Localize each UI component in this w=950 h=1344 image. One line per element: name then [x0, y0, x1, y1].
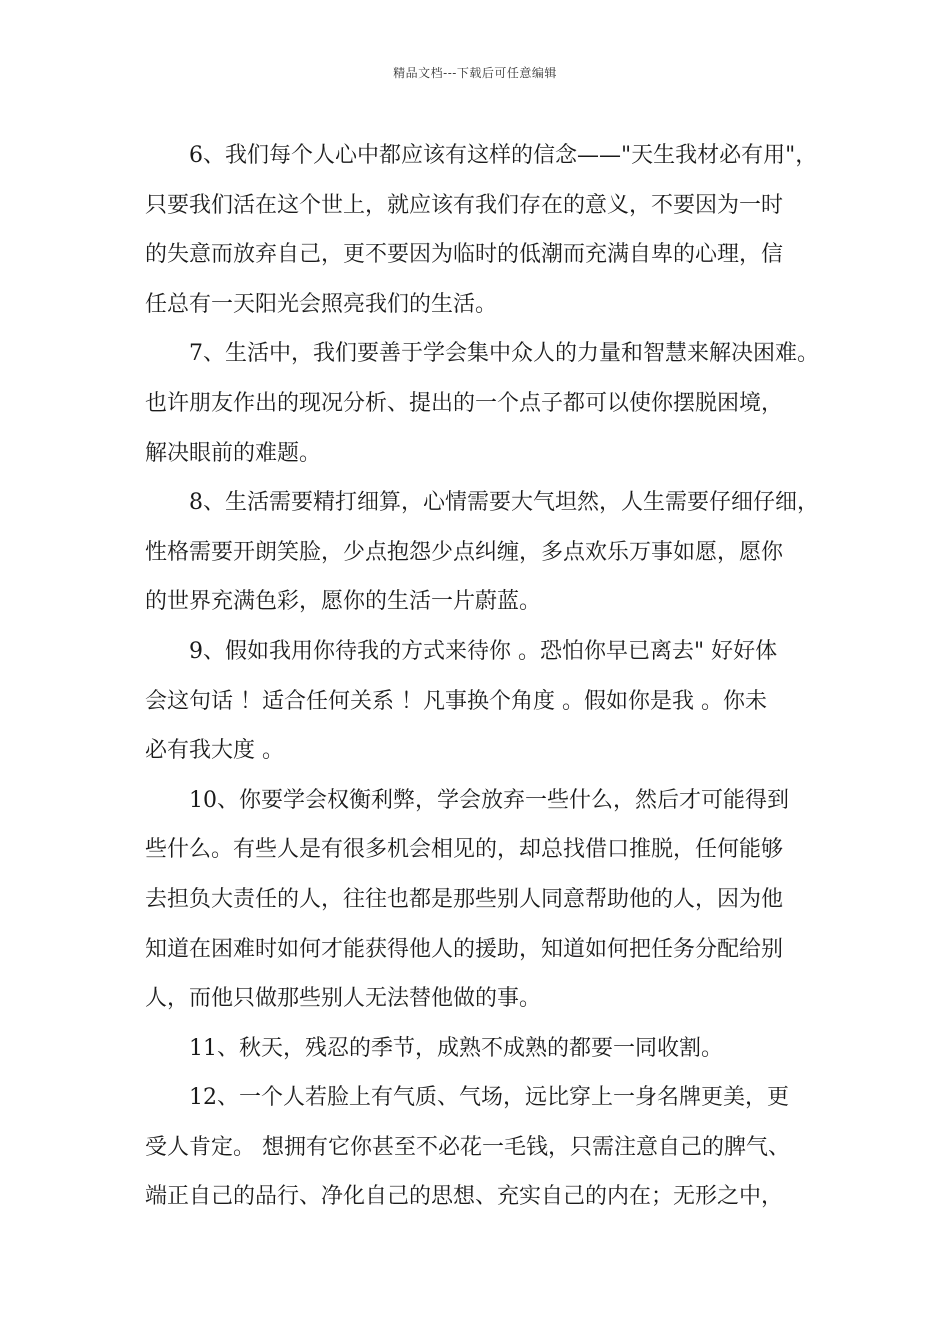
paragraph-line: 7、生活中，我们要善于学会集中众人的力量和智慧来解决困难。 [189, 341, 819, 367]
paragraph-line: 些什么。有些人是有很多机会相见的，却总找借口推脱，任何能够 [145, 837, 784, 863]
paragraph-line: 会这句话 ！适合任何关系 ！凡事换个角度 。假如你是我 。你未 [145, 688, 767, 714]
paragraph-line: 的失意而放弃自己，更不要因为临时的低潮而充满自卑的心理，信 [145, 242, 784, 268]
paragraph-line: 12、一个人若脸上有气质、气场，远比穿上一身名牌更美，更 [189, 1085, 789, 1111]
paragraph-line: 必有我大度 。 [145, 738, 284, 764]
paragraph-line: 只要我们活在这个世上，就应该有我们存在的意义，不要因为一时 [145, 192, 784, 218]
paragraph-12 [145, 1073, 825, 1222]
paragraph-line: 端正自己的品行、净化自己的思想、充实自己的内在；无形之中， [145, 1184, 784, 1210]
paragraph-11 [145, 1024, 825, 1074]
document-body [145, 131, 825, 1222]
paragraph-line: 解决眼前的难题。 [145, 440, 322, 466]
paragraph-line: 11、秋天，残忍的季节，成熟不成熟的都要一同收割。 [189, 1035, 723, 1061]
paragraph-10 [145, 776, 825, 1024]
paragraph-line: 8、生活需要精打细算，心情需要大气坦然，人生需要仔细仔细， [189, 490, 819, 516]
page-header: 精品文档---下载后可任意编辑 [393, 66, 557, 80]
paragraph-line: 任总有一天阳光会照亮我们的生活。 [145, 291, 498, 317]
paragraph-8 [145, 478, 825, 627]
paragraph-line: 性格需要开朗笑脸，少点抱怨少点纠缠，多点欢乐万事如愿，愿你 [145, 539, 784, 565]
paragraph-7 [145, 329, 825, 478]
paragraph-line: 的世界充满色彩，愿你的生活一片蔚蓝。 [145, 589, 542, 615]
paragraph-line: 9、假如我用你待我的方式来待你 。恐怕你早已离去" 好好体 [189, 638, 778, 664]
paragraph-9 [145, 627, 825, 776]
paragraph-line: 也许朋友作出的现况分析、提出的一个点子都可以使你摆脱困境， [145, 390, 784, 416]
paragraph-line: 6、我们每个人心中都应该有这样的信念——"天生我材必有用"， [189, 143, 818, 168]
paragraph-6 [145, 131, 825, 329]
paragraph-line: 受人肯定。 想拥有它你甚至不必花一毛钱，只需注意自己的脾气、 [145, 1134, 790, 1160]
paragraph-line: 人，而他只做那些别人无法替他做的事。 [145, 986, 542, 1012]
paragraph-line: 去担负大责任的人，往往也都是那些别人同意帮助他的人，因为他 [145, 886, 784, 912]
paragraph-line: 10、你要学会权衡利弊，学会放弃一些什么，然后才可能得到 [189, 787, 789, 813]
paragraph-line: 知道在困难时如何才能获得他人的援助，知道如何把任务分配给别 [145, 936, 784, 962]
